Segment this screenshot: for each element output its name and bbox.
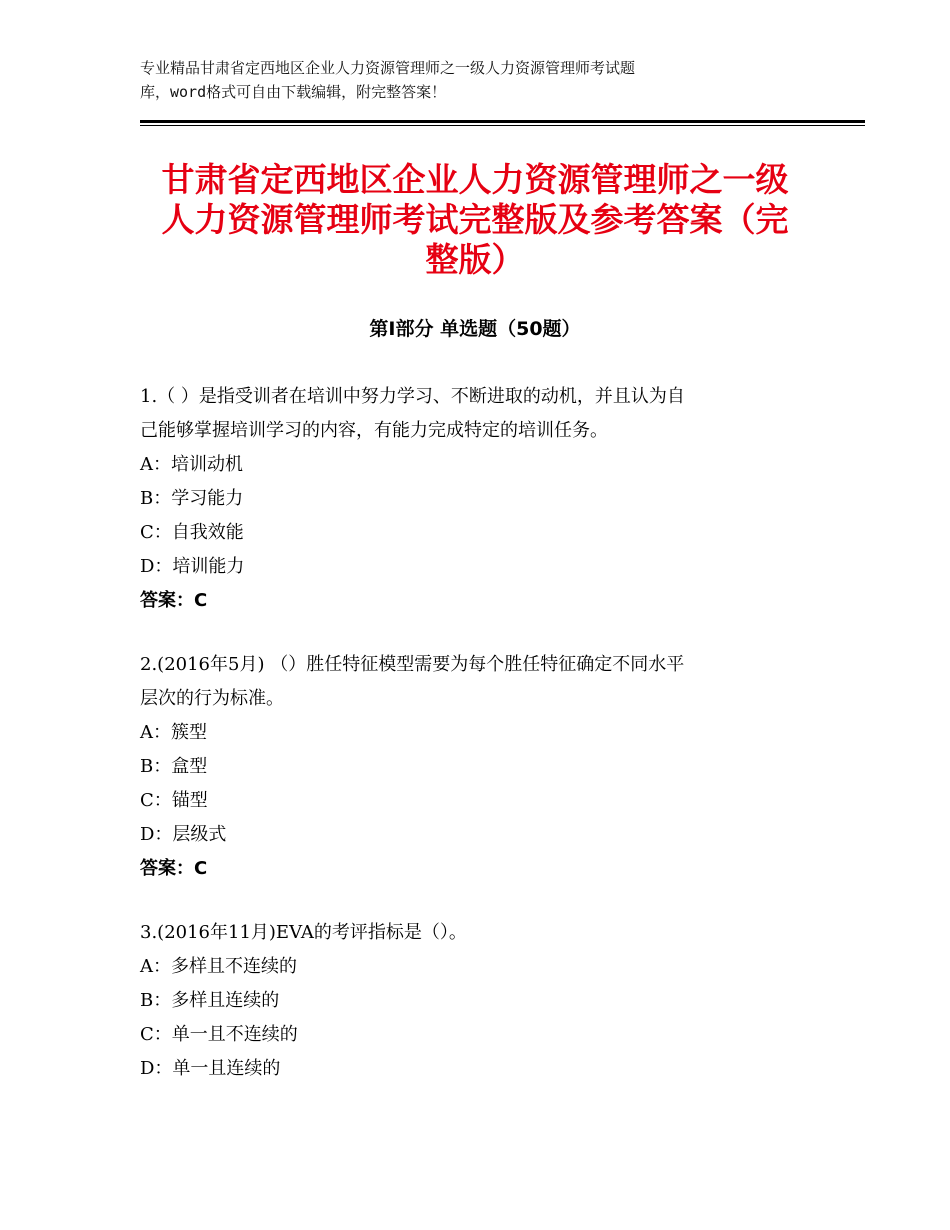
question-2 — [140, 648, 820, 886]
question-stem-line: 2.(2016年5月) （）胜任特征模型需要为每个胜任特征确定不同水平 — [140, 654, 685, 675]
question-stem-line: 3.(2016年11月)EVA的考评指标是（）。 — [140, 922, 467, 943]
option-c: C：锚型 — [140, 790, 208, 811]
header-divider-thick — [140, 120, 865, 123]
question-stem-line: 己能够掌握培训学习的内容，有能力完成特定的培训任务。 — [140, 420, 608, 441]
option-a: A：簇型 — [140, 722, 207, 743]
option-a: A：多样且不连续的 — [140, 956, 297, 977]
header-divider-thin — [140, 125, 865, 126]
header-note-line-1: 专业精品甘肃省定西地区企业人力资源管理师之一级人力资源管理师考试题 — [140, 59, 636, 77]
option-d: D：单一且连续的 — [140, 1058, 281, 1079]
option-c: C：单一且不连续的 — [140, 1024, 298, 1045]
document-title-line-1: 甘肃省定西地区企业人力资源管理师之一级 — [161, 160, 789, 199]
document-title-line-2: 人力资源管理师考试完整版及参考答案（完 — [161, 200, 789, 239]
answer: 答案：C — [140, 858, 208, 879]
option-b: B：多样且连续的 — [140, 990, 280, 1011]
question-stem — [140, 648, 820, 716]
option-b: B：学习能力 — [140, 488, 244, 509]
header-note-line-2: 库，word格式可自由下载编辑，附完整答案！ — [140, 83, 447, 101]
option-a: A：培训动机 — [140, 454, 243, 475]
header-note — [140, 56, 780, 104]
document-title-line-3: 整版） — [425, 240, 525, 279]
question-3 — [140, 916, 820, 1086]
answer: 答案：C — [140, 590, 208, 611]
option-d: D：培训能力 — [140, 556, 245, 577]
option-c: C：自我效能 — [140, 522, 244, 543]
question-list — [140, 380, 820, 1086]
question-1 — [140, 380, 820, 618]
document-title — [140, 160, 810, 280]
question-stem — [140, 916, 820, 950]
option-d: D：层级式 — [140, 824, 227, 845]
question-stem — [140, 380, 820, 448]
question-stem-line: 层次的行为标准。 — [140, 688, 284, 709]
option-b: B：盒型 — [140, 756, 208, 777]
section-heading: 第Ⅰ部分 单选题（50题） — [369, 318, 581, 340]
question-stem-line: 1.（ ）是指受训者在培训中努力学习、不断进取的动机，并且认为自 — [140, 386, 685, 407]
